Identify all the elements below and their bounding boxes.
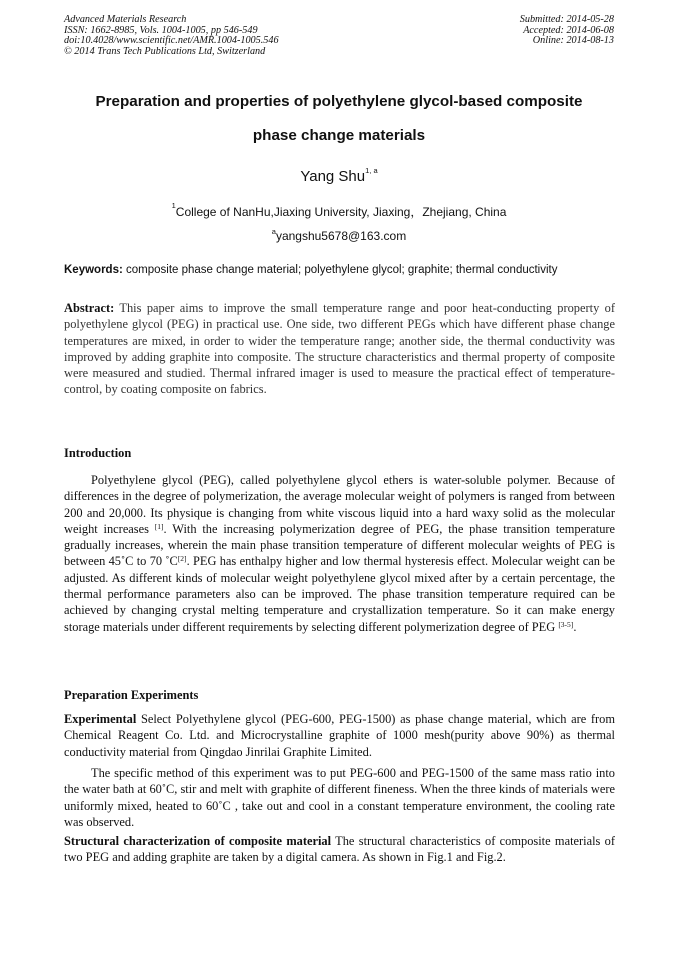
citation-1: [1] bbox=[154, 521, 164, 531]
publication-dates bbox=[520, 15, 614, 47]
intro-text-2: . With the increasing polymerization degree of PEG, the phase transition temperature gradually increases, wherein the main phase transition temperature of different molecular weights of PEG is between 45˚C to 70 ˚C bbox=[64, 521, 616, 569]
abstract bbox=[64, 300, 615, 398]
copyright-line: © 2014 Trans Tech Publications Ltd, Switzerland bbox=[64, 45, 266, 57]
keywords bbox=[64, 264, 615, 276]
experimental-paragraph bbox=[64, 711, 615, 760]
accepted-date: Accepted: 2014-06-08 bbox=[523, 24, 614, 36]
paper-title-line-1: Preparation and properties of polyethylene glycol-based composite bbox=[95, 93, 583, 110]
paper-title-line-2: phase change materials bbox=[252, 127, 426, 144]
author-email bbox=[0, 229, 678, 243]
keywords-text: composite phase change material; polyethylene glycol; graphite; thermal conductivity bbox=[126, 264, 558, 276]
journal-header bbox=[64, 15, 279, 57]
submitted-date: Submitted: 2014-05-28 bbox=[519, 14, 614, 25]
structural-text: The structural characteristics of composite materials of two PEG and adding graphite are taken by a digital camera. As shown in Fig.1 and Fig.2. bbox=[64, 834, 615, 865]
email-text: yangshu5678@163.com bbox=[275, 229, 407, 243]
email-superscript: a bbox=[271, 227, 276, 236]
author-name: Yang Shu bbox=[300, 168, 366, 185]
citation-2: [2] bbox=[177, 554, 187, 564]
experimental-label: Experimental bbox=[64, 712, 137, 726]
doi-line: doi:10.4028/www.scientific.net/AMR.1004-1005.546 bbox=[64, 35, 279, 46]
affiliation-text: College of NanHu,Jiaxing University, Jiaxing，Zhejiang, China bbox=[175, 205, 507, 219]
journal-name: Advanced Materials Research bbox=[64, 14, 187, 25]
affiliation-superscript: 1 bbox=[171, 201, 176, 210]
abstract-text: This paper aims to improve the small temperature range and poor heat-conducting property of polyethylene glycol (PEG) in practical use. One side, two different PEGs which have different phase change temperatures are mixed, in order to wider the temperature range; another side, the thermal conductivity was improved by adding graphite into composite. The structure characteristics and thermal property of composite were measured and studied. Thermal infrared imager is used to measure the practical effect of temperature-control, by coating composite on fabrics. bbox=[64, 301, 615, 397]
online-date: Online: 2014-08-13 bbox=[532, 35, 614, 46]
abstract-label: Abstract: bbox=[64, 301, 115, 315]
intro-text-4: . bbox=[573, 619, 577, 634]
experimental-text: Select Polyethylene glycol (PEG-600, PEG-1500) as phase change material, which are from Chemical Reagent Co. Ltd. and Microcrystalline graphite of 1000 mesh(purity above 90%) as thermal conductivity material from Qingdao Jinrilai Graphite Limited. bbox=[64, 712, 615, 759]
affiliation bbox=[0, 203, 678, 220]
keywords-label: Keywords: bbox=[64, 264, 123, 276]
author bbox=[0, 168, 678, 185]
issn-line: ISSN: 1662-8985, Vols. 1004-1005, pp 546-549 bbox=[64, 24, 258, 36]
structural-label: Structural characterization of composite material bbox=[64, 834, 332, 848]
citation-3-5: [3-5] bbox=[558, 619, 574, 629]
introduction-heading: Introduction bbox=[64, 446, 132, 460]
structural-paragraph bbox=[64, 833, 615, 866]
preparation-heading: Preparation Experiments bbox=[64, 688, 199, 702]
intro-text-1: Polyethylene glycol (PEG), called polyethylene glycol ethers is water-soluble polymer. Because of differences in the degree of polymerization, the average molecular weight of polymers is ranged from between 200 and 20,000. Its physique is changing from white viscous liquid into a hard waxy solid as the molecular weight increases bbox=[64, 473, 615, 536]
introduction-paragraph bbox=[64, 472, 615, 635]
intro-text-3: . PEG has enthalpy higher and low thermal hysteresis effect. Molecular weight can be adjusted. As different kinds of molecular weight polyethylene glycol mixed after by a certain percentage, the thermal performance parameters also can be improved. The phase transition temperature required can be achieved by changing crystal melting temperature and crystallization temperature. So it can make energy storage materials under different requirements by selecting different polymerization degree of PEG bbox=[64, 554, 615, 634]
author-superscript: 1, a bbox=[365, 166, 378, 175]
method-paragraph: The specific method of this experiment was to put PEG-600 and PEG-1500 of the same mass ratio into the water bath at 60˚C, stir and melt with graphite of different fineness. When the three kinds of materials were uniformly mixed, heated to 60˚C , take out and cool in a constant temperature environment, the cooling rate was observed. bbox=[64, 766, 615, 829]
